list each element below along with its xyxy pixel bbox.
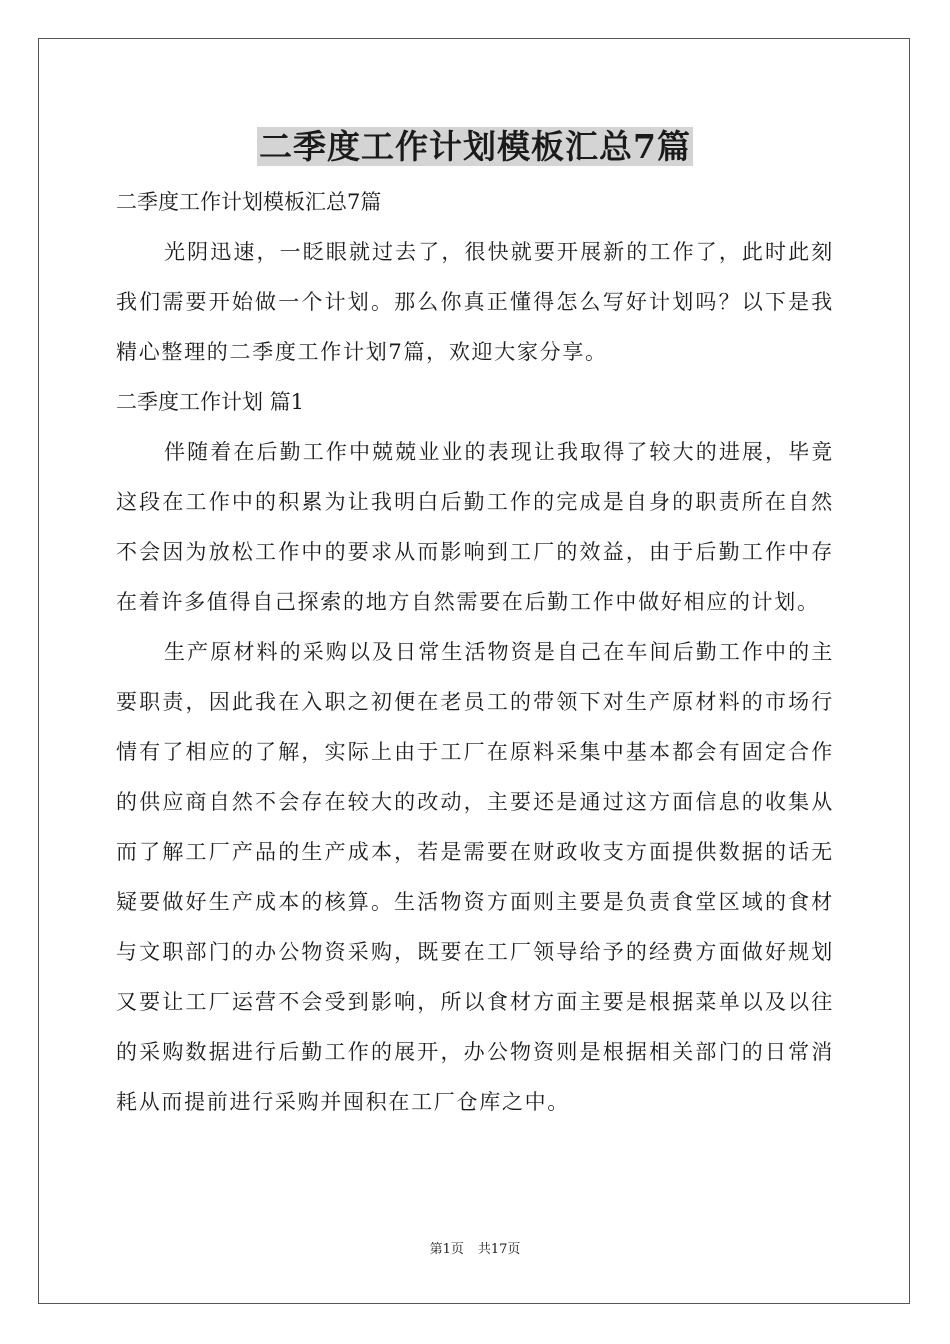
document-title-text: 二季度工作计划模板汇总7篇 (259, 127, 691, 166)
body-paragraph-2: 生产原材料的采购以及日常生活物资是自己在车间后勤工作中的主要职责，因此我在入职之初便在老员工的带领下对生产原材料的市场行情有了相应的了解，实际上由于工厂在原料采集中基本都会有固定合作的供应商自然不会存在较大的改动，主要还是通过这方面信息的收集从而了解工厂产品的生产成本，若是需要在财政收支方面提供数据的话无疑要做好生产成本的核算。生活物资方面则主要是负责食堂区域的食材与文职部门的办公物资采购，既要在工厂领导给予的经费方面做好规划又要让工厂运营不会受到影响，所以食材方面主要是根据菜单以及以往的采购数据进行后勤工作的展开，办公物资则是根据相关部门的日常消耗从而提前进行采购并囤积在工厂仓库之中。 (116, 640, 834, 1114)
subtitle-line: 二季度工作计划模板汇总7篇 (116, 190, 382, 214)
page-total: 共17页 (477, 1242, 521, 1257)
document-title (0, 122, 950, 172)
page-footer (0, 1240, 950, 1260)
page-number: 第1页 (429, 1242, 464, 1257)
intro-paragraph: 光阴迅速，一眨眼就过去了，很快就要开展新的工作了，此时此刻我们需要开始做一个计划。那么你真正懂得怎么写好计划吗？以下是我精心整理的二季度工作计划7篇，欢迎大家分享。 (116, 240, 834, 364)
body-paragraph-1: 伴随着在后勤工作中兢兢业业的表现让我取得了较大的进展，毕竟这段在工作中的积累为让我明白后勤工作的完成是自身的职责所在自然不会因为放松工作中的要求从而影响到工厂的效益，由于后勤工作中存在着许多值得自己探索的地方自然需要在后勤工作中做好相应的计划。 (116, 440, 834, 614)
section-heading: 二季度工作计划 篇1 (116, 390, 305, 414)
document-body (116, 177, 834, 1127)
